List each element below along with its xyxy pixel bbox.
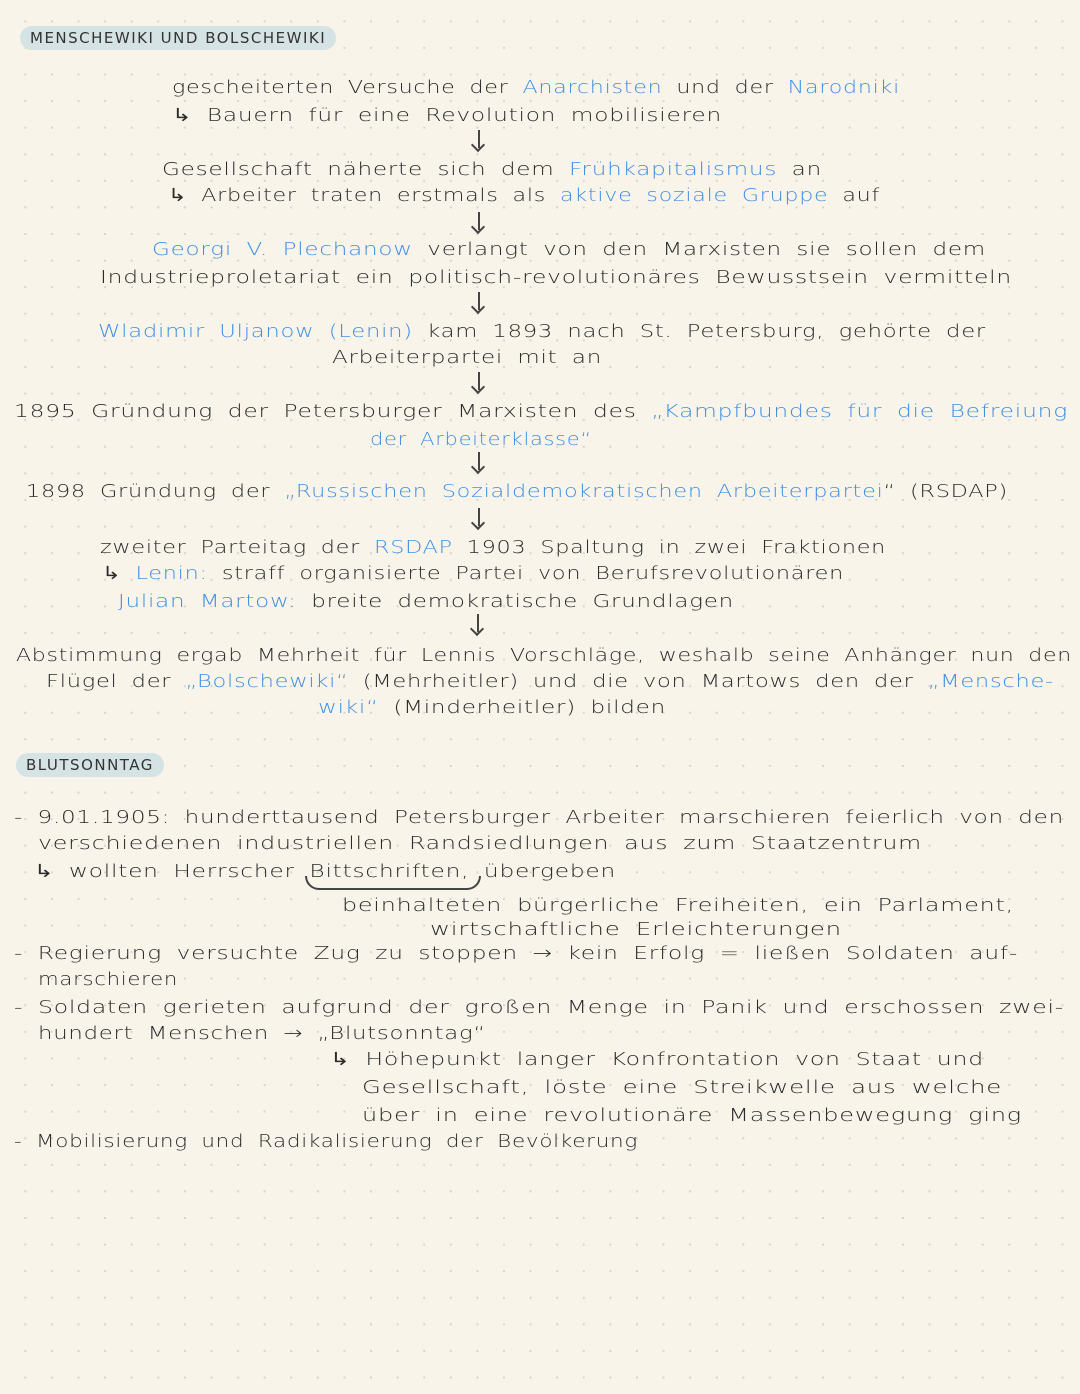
note2-line — [14, 942, 1018, 966]
note2-line — [362, 1076, 1002, 1100]
note1-line — [118, 590, 734, 614]
note-text: - 9.01.1905: hunderttausend Petersburger Arbeiter marschieren feierlich von den — [14, 807, 1064, 828]
down-arrow-icon — [478, 372, 480, 390]
note1-line — [46, 670, 1054, 694]
highlighted-term: wiki“ — [318, 697, 379, 718]
highlighted-term: Narodniki — [787, 77, 900, 98]
note-text: wirtschaftliche Erleichterungen — [430, 919, 842, 940]
highlighted-term: „Kampfbundes für die Befreiung — [651, 401, 1068, 422]
note-text: 1903 Spaltung in zwei Fraktionen — [452, 537, 886, 558]
note-text: - Soldaten gerieten aufgrund der großen Menge in Panik und erschossen zwei- — [14, 997, 1064, 1018]
note1-line — [100, 536, 886, 560]
note2-line — [14, 806, 1064, 830]
note-text: hundert Menschen → „Blutsonntag“ — [38, 1023, 487, 1044]
note-text: verschiedenen industriellen Randsiedlungen aus zum Staatzentrum — [38, 833, 922, 854]
down-arrow-icon — [478, 292, 480, 310]
note1-line — [172, 76, 900, 100]
highlighted-term: Lenin: — [135, 563, 208, 584]
section-heading-menschewiki: MENSCHEWIKI UND BOLSCHEWIKI — [20, 26, 336, 50]
highlighted-term: Julian Martow: — [118, 591, 297, 612]
note-text: Abstimmung ergab Mehrheit für Lennis Vorschläge, weshalb seine Anhänger nun den — [16, 645, 1072, 666]
note2-line — [14, 996, 1064, 1020]
note-text: (Minderheitler) bilden — [378, 697, 666, 718]
note2-line — [14, 1130, 638, 1154]
note-text: kam 1893 nach St. Petersburg, gehörte der — [412, 321, 986, 342]
note-text: Flügel der — [46, 671, 186, 692]
note1-line — [26, 480, 1008, 504]
note-text: 1898 Gründung der — [26, 481, 285, 502]
note2-line — [38, 832, 922, 856]
highlighted-term: „Russischen Sozialdemokratischen Arbeiterpartei — [284, 481, 884, 502]
note-text: über in eine revolutionäre Massenbewegung ging — [362, 1105, 1022, 1126]
note2-line — [330, 1048, 984, 1072]
note1-line — [162, 158, 822, 182]
note-text: ↳ Bauern für eine Revolution mobilisieren — [172, 105, 722, 126]
down-arrow-icon — [478, 452, 480, 470]
note-text: breite demokratische Grundlagen — [296, 591, 734, 612]
note1-line — [332, 346, 602, 370]
note-text: marschieren — [38, 969, 178, 990]
note-text: Gesellschaft, löste eine Streikwelle aus welche — [362, 1077, 1002, 1098]
highlighted-term: aktive soziale Gruppe — [560, 185, 829, 206]
brace-bittschriften — [305, 876, 481, 890]
highlighted-term: Wladimir Uljanow (Lenin) — [98, 321, 413, 342]
highlighted-term: „Mensche- — [927, 671, 1054, 692]
note-text: - Regierung versuchte Zug zu stoppen → kein Erfolg = ließen Soldaten auf- — [14, 943, 1018, 964]
note-text: und der — [662, 77, 788, 98]
note2-line — [38, 968, 178, 992]
note-text: ↳ Arbeiter traten erstmals als — [168, 185, 561, 206]
note1-line — [98, 320, 986, 344]
note1-line — [152, 238, 986, 262]
note-text: straff organisierte Partei von Berufsrevolutionären — [207, 563, 845, 584]
highlighted-term: Georgi V. Plechanow — [152, 239, 413, 260]
note-text: an — [777, 159, 822, 180]
highlighted-term: der Arbeiterklasse“ — [370, 429, 592, 450]
note2-line — [38, 1022, 486, 1046]
note2-line — [342, 894, 1014, 918]
note1-line — [168, 184, 880, 208]
note1-line — [172, 104, 722, 128]
down-arrow-icon — [478, 508, 480, 526]
note-text: “ (RSDAP) — [883, 481, 1008, 502]
note-text: Arbeiterpartei mit an — [332, 347, 602, 368]
note1-line — [16, 644, 1072, 668]
note1-line — [100, 266, 1012, 290]
down-arrow-icon — [477, 614, 479, 632]
note-text: (Mehrheitler) und die von Martows den der — [348, 671, 928, 692]
note-text: auf — [828, 185, 880, 206]
note-text: - Mobilisierung und Radikalisierung der Bevölkerung — [14, 1131, 638, 1152]
highlighted-term: RSDAP — [374, 537, 453, 558]
down-arrow-icon — [478, 212, 480, 230]
section-heading-blutsonntag: BLUTSONNTAG — [16, 753, 164, 777]
note-text: ↳ Höhepunkt langer Konfrontation von Staat und — [330, 1049, 984, 1070]
down-arrow-icon — [478, 130, 480, 148]
note-text: gescheiterten Versuche der — [172, 77, 523, 98]
note-text: ↳ — [102, 563, 136, 584]
highlighted-term: Anarchisten — [522, 77, 663, 98]
note1-line — [318, 696, 666, 720]
note-text: zweiter Parteitag der — [100, 537, 375, 558]
note1-line — [370, 428, 592, 452]
note1-line — [14, 400, 1068, 424]
highlighted-term: „Bolschewiki“ — [185, 671, 349, 692]
note-text: Industrieproletariat ein politisch-revolutionäres Bewusstsein vermitteln — [100, 267, 1012, 288]
note-text: 1895 Gründung der Petersburger Marxisten des — [14, 401, 652, 422]
highlighted-term: Frühkapitalismus — [569, 159, 778, 180]
note-text: verlangt von den Marxisten sie sollen dem — [412, 239, 986, 260]
note2-line — [362, 1104, 1022, 1128]
note-text: beinhalteten bürgerliche Freiheiten, ein Parlament, — [342, 895, 1014, 916]
note2-line — [430, 918, 842, 942]
note-text: ↳ wollten Herrscher Bittschriften, übergeben — [34, 861, 616, 882]
note-text: Gesellschaft näherte sich dem — [162, 159, 570, 180]
note1-line — [102, 562, 844, 586]
